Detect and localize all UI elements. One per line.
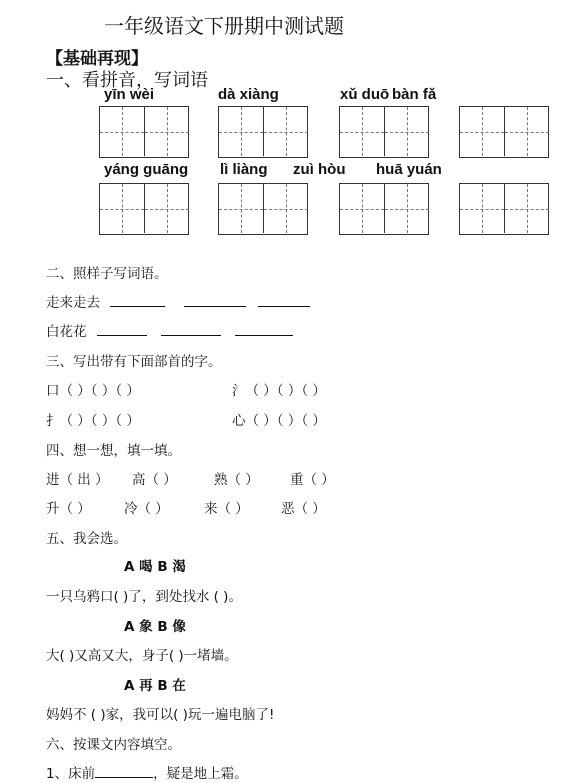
q3-heading: 三、写出带有下面部首的字。: [46, 354, 222, 370]
q2-heading: 二、照样子写词语。: [46, 266, 168, 282]
q4-item: 重（ ）: [290, 472, 335, 488]
answer-blank[interactable]: [97, 323, 147, 336]
q2-example-1: 走来走去: [46, 295, 100, 311]
q4-item: 高（ ）: [132, 472, 177, 488]
pinyin-liliang: lì liàng: [220, 161, 268, 178]
q4-item: 来（ ）: [204, 501, 249, 517]
q5-sentence-1: 一只乌鸦口( )了，到处找水 ( )。: [46, 589, 242, 605]
q2-line1: [46, 291, 310, 311]
q5-options-3: A 再 B 在: [124, 678, 186, 694]
section-basic-heading: 【基础再现】: [46, 49, 148, 69]
writing-box[interactable]: [339, 183, 429, 235]
q2-example-2: 白花花: [46, 324, 87, 340]
writing-box[interactable]: [99, 106, 189, 158]
q3-line1b: 氵（ ）（ ）（ ）: [232, 383, 326, 399]
writing-box[interactable]: [459, 106, 549, 158]
q4-item: 进（ 出 ）: [46, 472, 109, 488]
answer-blank[interactable]: [184, 294, 246, 307]
answer-blank[interactable]: [258, 294, 310, 307]
pinyin-banfa: bàn fǎ: [392, 86, 437, 103]
q6-line1-suffix: ，疑是地上霜。: [153, 766, 248, 782]
pinyin-huayuan: huā yuán: [376, 161, 442, 178]
q5-sentence-2: 大( )又高又大，身子( )一堵墙。: [46, 648, 238, 664]
pinyin-yinwei: yīn wèi: [104, 86, 155, 103]
pinyin-zuihou: zuì hòu: [293, 161, 346, 178]
q6-heading: 六、按课文内容填空。: [46, 737, 181, 753]
answer-blank[interactable]: [235, 323, 293, 336]
q1-heading: 一、看拼音，写词语: [46, 70, 208, 91]
q6-line1: [46, 762, 248, 782]
q4-item: 冷（ ）: [124, 501, 169, 517]
writing-box[interactable]: [218, 183, 308, 235]
q2-line2: [46, 320, 293, 340]
answer-blank[interactable]: [95, 765, 153, 778]
q5-options-1: A 喝 B 渴: [124, 559, 186, 575]
q4-heading: 四、想一想，填一填。: [46, 443, 181, 459]
writing-box[interactable]: [99, 183, 189, 235]
writing-box[interactable]: [459, 183, 549, 235]
writing-box[interactable]: [218, 106, 308, 158]
q4-item: 熟（ ）: [214, 472, 259, 488]
q3-line2a: 扌（ ）（ ）（ ）: [46, 413, 140, 429]
pinyin-xuduo: xǔ duō: [340, 86, 390, 103]
q4-item: 恶（ ）: [281, 501, 326, 517]
q5-sentence-3: 妈妈不 ( )家，我可以( )玩一遍电脑了!: [46, 707, 275, 723]
pinyin-daxiang: dà xiàng: [218, 86, 279, 103]
q3-line1a: 口（ ）（ ）（ ）: [46, 383, 140, 399]
answer-blank[interactable]: [110, 294, 165, 307]
q5-heading: 五、我会选。: [46, 531, 127, 547]
q4-item: 升（ ）: [46, 501, 91, 517]
page-title: 一年级语文下册期中测试题: [104, 14, 344, 38]
q6-line1-prefix: 1、床前: [46, 766, 96, 782]
pinyin-yangguang: yáng guāng: [104, 161, 189, 178]
q5-options-2: A 象 B 像: [124, 619, 186, 635]
answer-blank[interactable]: [161, 323, 221, 336]
q3-line2b: 心（ ）（ ）（ ）: [232, 413, 326, 429]
writing-box[interactable]: [339, 106, 429, 158]
